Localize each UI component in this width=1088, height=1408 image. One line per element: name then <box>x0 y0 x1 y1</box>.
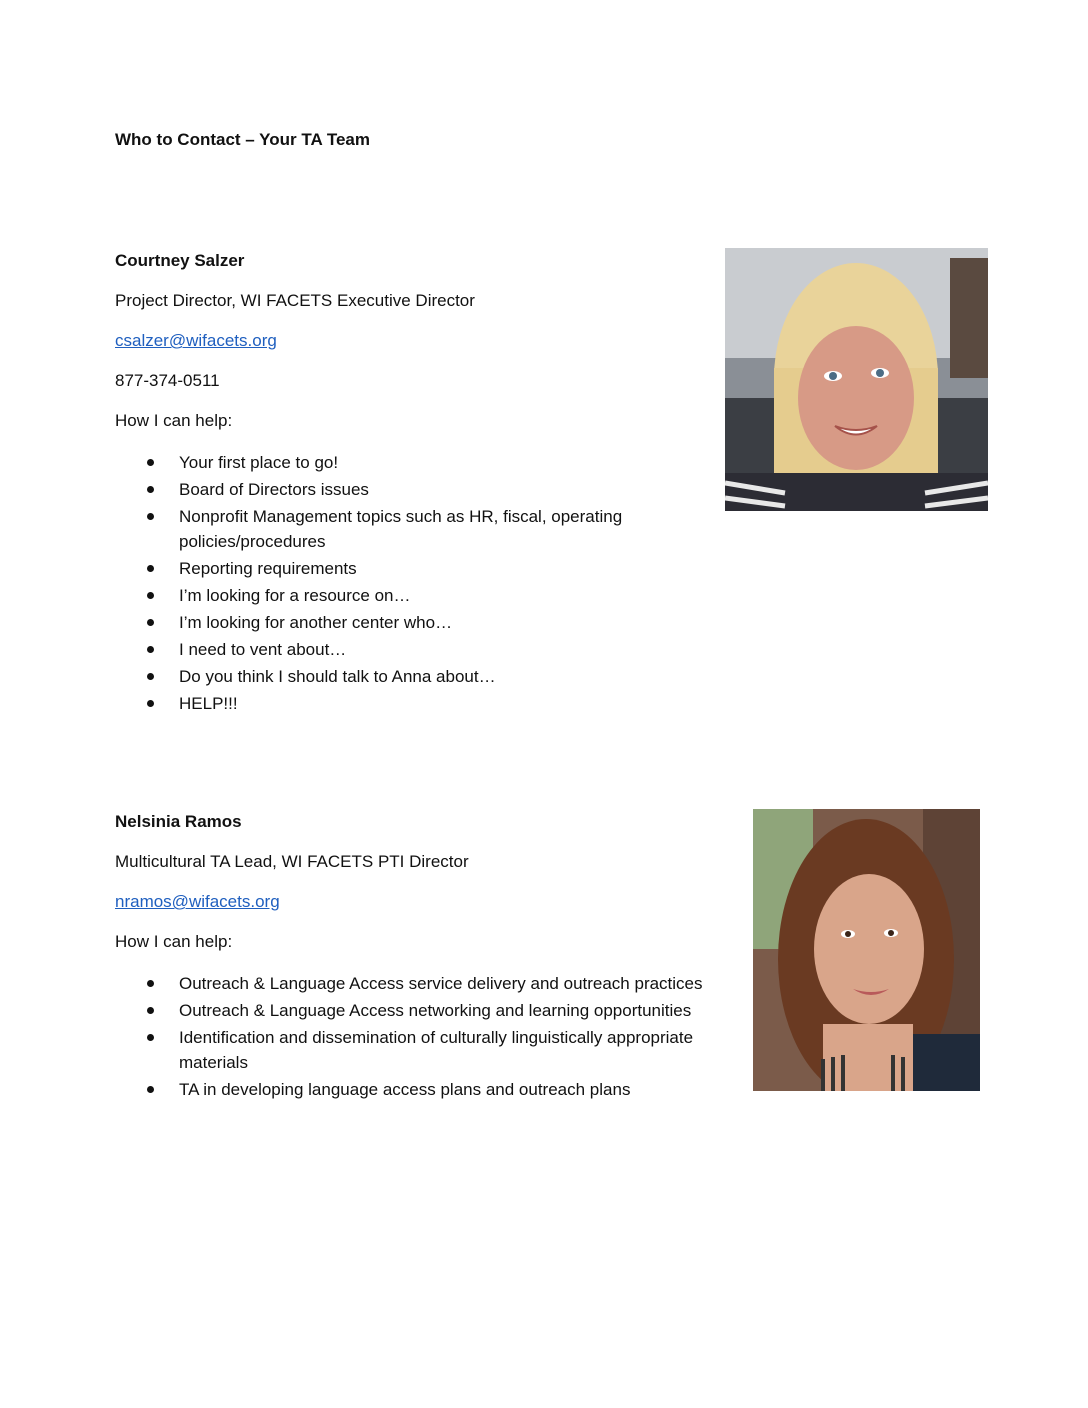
contact-card <box>115 811 755 1104</box>
portrait-image <box>725 248 988 511</box>
help-item: TA in developing language access plans and outreach plans <box>115 1077 745 1102</box>
contact-photo <box>725 248 988 511</box>
help-item: I’m looking for a resource on… <box>115 583 675 608</box>
help-item: Your first place to go! <box>115 450 675 475</box>
contact-name: Nelsinia Ramos <box>115 812 242 831</box>
portrait-image <box>753 809 980 1091</box>
help-item: Identification and dissemination of culturally linguistically appropriate materials <box>115 1025 745 1075</box>
contact-photo <box>753 809 980 1091</box>
help-item: Outreach & Language Access networking and learning opportunities <box>115 998 745 1023</box>
help-item: Outreach & Language Access service delivery and outreach practices <box>115 971 745 996</box>
help-item: HELP!!! <box>115 691 675 716</box>
help-item: Nonprofit Management topics such as HR, fiscal, operating policies/procedures <box>115 504 675 554</box>
contact-email-link[interactable]: csalzer@wifacets.org <box>115 331 277 350</box>
help-heading: How I can help: <box>115 932 233 951</box>
contact-role: Project Director, WI FACETS Executive Director <box>115 291 475 310</box>
contact-card <box>115 250 755 718</box>
help-item: Reporting requirements <box>115 556 675 581</box>
contact-name: Courtney Salzer <box>115 251 245 270</box>
help-item: I need to vent about… <box>115 637 675 662</box>
help-list <box>115 971 745 1102</box>
contact-role: Multicultural TA Lead, WI FACETS PTI Director <box>115 852 469 871</box>
help-item: I’m looking for another center who… <box>115 610 675 635</box>
help-heading: How I can help: <box>115 411 233 430</box>
page-title: Who to Contact – Your TA Team <box>115 130 370 149</box>
contact-phone: 877-374-0511 <box>115 371 220 390</box>
help-list <box>115 450 675 716</box>
help-item: Board of Directors issues <box>115 477 675 502</box>
contact-email-link[interactable]: nramos@wifacets.org <box>115 892 280 911</box>
help-item: Do you think I should talk to Anna about… <box>115 664 675 689</box>
